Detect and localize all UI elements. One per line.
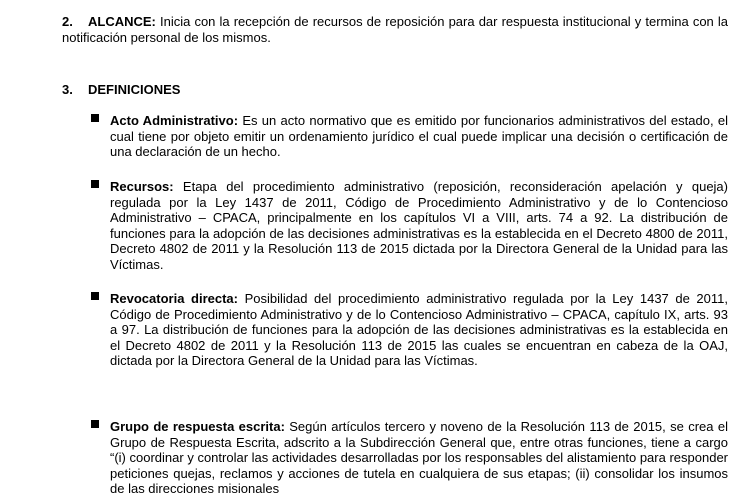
definition-item	[110, 291, 728, 369]
definition-text: Es un acto normativo que es emitido por funcionarios administrativos del estado, el cual tiene por objeto emitir un ordenamiento jurídico el cual puede implicar una decisión o certificación de una declaración de un hecho.	[110, 113, 728, 159]
section-heading: DEFINICIONES	[88, 82, 181, 97]
definition-term: Grupo de respuesta escrita:	[110, 419, 285, 434]
definition-text: Etapa del procedimiento administrativo (reposición, reconsideración apelación y queja) regulada por la Ley 1437 de 2011, Código de Procedimiento Administrativo y de lo Contencioso Administrativo – CPACA, principalmente en los capítulos VI a VIII, arts. 74 a 92. La distribución de funciones para la adopción de las decisiones administrativas es la establecida en el Decreto 4800 de 2011, Decreto 4802 de 2011 y la Resolución 113 de 2015 dictada por la Directora General de la Unidad para las Víctimas.	[110, 179, 728, 272]
definition-term: Revocatoria directa:	[110, 291, 238, 306]
square-bullet-icon	[91, 180, 99, 188]
definition-item	[110, 113, 728, 160]
section-text: Inicia con la recepción de recursos de reposición para dar respuesta institucional y termina con la notificación personal de los mismos.	[62, 14, 728, 45]
definition-term: Recursos:	[110, 179, 174, 194]
section-label: ALCANCE:	[88, 14, 156, 29]
section-number: 3.	[62, 82, 73, 97]
section-definiciones-heading	[62, 82, 180, 98]
definition-item	[110, 179, 728, 272]
definition-term: Acto Administrativo:	[110, 113, 239, 128]
square-bullet-icon	[91, 292, 99, 300]
definition-text: Posibilidad del procedimiento administrativo regulada por la Ley 1437 de 2011, Código de Procedimiento Administrativo y de lo Contencioso Administrativo – CPACA, capítulo IX, arts. 93 a 97. La distribución de funciones para la adopción de las decisiones administrativas es la establecida en el Decreto 4802 de 2011 y la Resolución 113 de 2015 las cuales se encuentran en cabeza de la OAJ, dictada por la Directora General de la Unidad para las Víctimas.	[110, 291, 728, 368]
square-bullet-icon	[91, 420, 99, 428]
definition-item	[110, 419, 728, 497]
section-alcance	[62, 14, 728, 45]
definition-text: Según artículos tercero y noveno de la Resolución 113 de 2015, se crea el Grupo de Respuesta Escrita, adscrito a la Subdirección General que, entre otras funciones, tiene a cargo “(i) coordinar y controlar las actividades desarrolladas por los responsables del alistamiento para responder peticiones quejas, reclamos y acciones de tutela en cualquiera de sus etapas; (ii) consolidar los insumos de las direcciones misionales	[110, 419, 728, 496]
square-bullet-icon	[91, 114, 99, 122]
section-number: 2.	[62, 14, 73, 29]
